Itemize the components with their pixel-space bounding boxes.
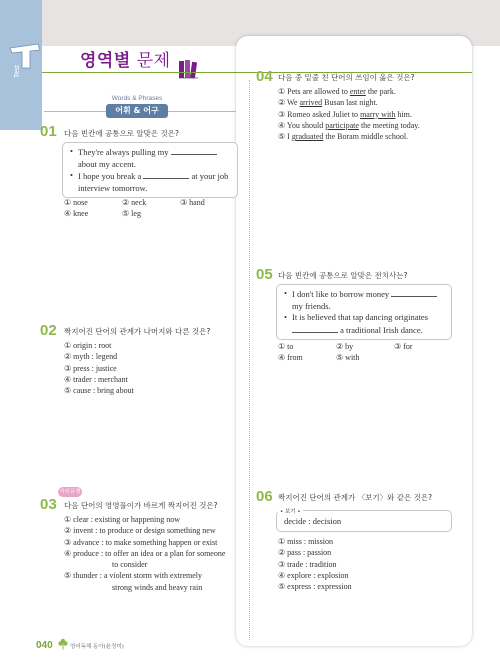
question-number-06: 06 xyxy=(256,488,273,505)
option[interactable]: ② myth : legend xyxy=(64,352,118,362)
option[interactable]: ③ hand xyxy=(180,198,205,207)
side-label: Test xyxy=(14,65,21,78)
question-prompt-05: 다음 빈칸에 공통으로 알맞은 전치사는? xyxy=(278,271,408,280)
question-number-05: 05 xyxy=(256,266,273,283)
option[interactable]: ① origin : root xyxy=(64,341,112,350)
option[interactable]: ⑤ leg xyxy=(122,209,141,218)
options-03 xyxy=(64,514,242,593)
option[interactable]: ② pass : passion xyxy=(278,548,332,558)
header-rule-left xyxy=(42,72,238,73)
question-number-04: 04 xyxy=(256,68,273,85)
option[interactable]: ④ from xyxy=(278,353,303,362)
option[interactable]: ③ press : justice xyxy=(64,363,117,373)
options-04 xyxy=(278,86,420,142)
option[interactable]: ③ for xyxy=(394,342,413,351)
option[interactable]: ② We arrived Busan last night. xyxy=(278,98,378,108)
column-divider xyxy=(249,80,250,640)
page-number: 040 xyxy=(36,640,53,651)
options-06 xyxy=(278,536,352,592)
options-01 xyxy=(64,197,238,219)
option[interactable]: ⑤ with xyxy=(336,353,360,362)
example-box-label: • 보기 • xyxy=(280,509,301,515)
option[interactable]: ① miss : mission xyxy=(278,537,333,546)
example-pair: decide : decision xyxy=(284,516,342,526)
question-box-01 xyxy=(62,142,238,198)
options-05 xyxy=(278,341,452,363)
question-number-01: 01 xyxy=(40,123,57,140)
question-prompt-02: 짝지어진 단어의 관계가 나머지와 다른 것은? xyxy=(64,327,211,336)
option[interactable]: ① to xyxy=(278,342,294,351)
blank-1 xyxy=(391,288,437,297)
sentence-1: • They're always pulling my about my accent. xyxy=(70,146,230,170)
question-number-02: 02 xyxy=(40,322,57,339)
tag-rule-left xyxy=(44,111,106,112)
question-prompt-01: 다음 빈칸에 공통으로 알맞은 것은? xyxy=(64,129,179,138)
sentence-2: • It is believed that tap dancing originates a traditional Irish dance. xyxy=(284,312,444,336)
option[interactable]: ④ You should participate the meeting today. xyxy=(278,120,420,130)
section-tag: 어휘 & 어구 xyxy=(106,104,168,118)
option[interactable]: ④ produce : to offer an idea or a plan for someone to consider xyxy=(64,548,226,570)
option[interactable]: ① Pets are allowed to enter the park. xyxy=(278,87,396,96)
clover-icon xyxy=(58,638,68,650)
option[interactable]: ② invent : to produce or design something new xyxy=(64,526,216,536)
question-number-03: 03 xyxy=(40,496,57,513)
options-02 xyxy=(64,340,134,396)
badge: 자신유형 xyxy=(59,489,81,495)
section-subtitle: Words & Phrases xyxy=(111,95,163,102)
sentence-1: • I don't like to borrow money my friends. xyxy=(284,288,444,312)
option[interactable]: ③ advance : to make something happen or exist xyxy=(64,537,218,547)
blank-2 xyxy=(143,170,189,179)
option[interactable]: ④ knee xyxy=(64,209,89,218)
question-prompt-06: 짝지어진 단어의 관계가 〈보기〉와 같은 것은? xyxy=(278,493,433,502)
option[interactable]: ⑤ express : expression xyxy=(278,582,352,592)
question-prompt-04: 다음 중 밑줄 친 단어의 쓰임이 옳은 것은? xyxy=(278,73,415,82)
option[interactable]: ④ trader : merchant xyxy=(64,374,128,384)
question-box-05 xyxy=(276,284,452,340)
blank-1 xyxy=(171,146,217,155)
page-title: 영역별 문제 xyxy=(80,51,171,71)
option[interactable]: ② neck xyxy=(122,198,147,207)
option[interactable]: ③ Romeo asked Juliet to marry with him. xyxy=(278,109,412,119)
option[interactable]: ③ trade : tradition xyxy=(278,559,337,569)
option[interactable]: ⑤ I graduated the Boram middle school. xyxy=(278,132,409,142)
blank-2 xyxy=(292,324,338,333)
tag-rule-right xyxy=(168,111,236,112)
option[interactable]: ① clear : existing or happening now xyxy=(64,515,181,524)
books-icon xyxy=(178,58,200,80)
question-prompt-03: 다음 단어의 영영풀이가 바르게 짝지어진 것은? xyxy=(64,501,218,510)
sentence-2: • I hope you break a at your job interview tomorrow. xyxy=(70,170,230,194)
option[interactable]: ② by xyxy=(336,342,354,351)
option[interactable]: ⑤ thunder : a violent storm with extremely strong winds and heavy rain xyxy=(64,571,203,592)
book-title: 영어독해 동아(윤정미) xyxy=(70,644,124,650)
option[interactable]: ⑤ cause : bring about xyxy=(64,386,134,396)
option[interactable]: ④ explore : explosion xyxy=(278,570,349,580)
option[interactable]: ① nose xyxy=(64,198,88,207)
